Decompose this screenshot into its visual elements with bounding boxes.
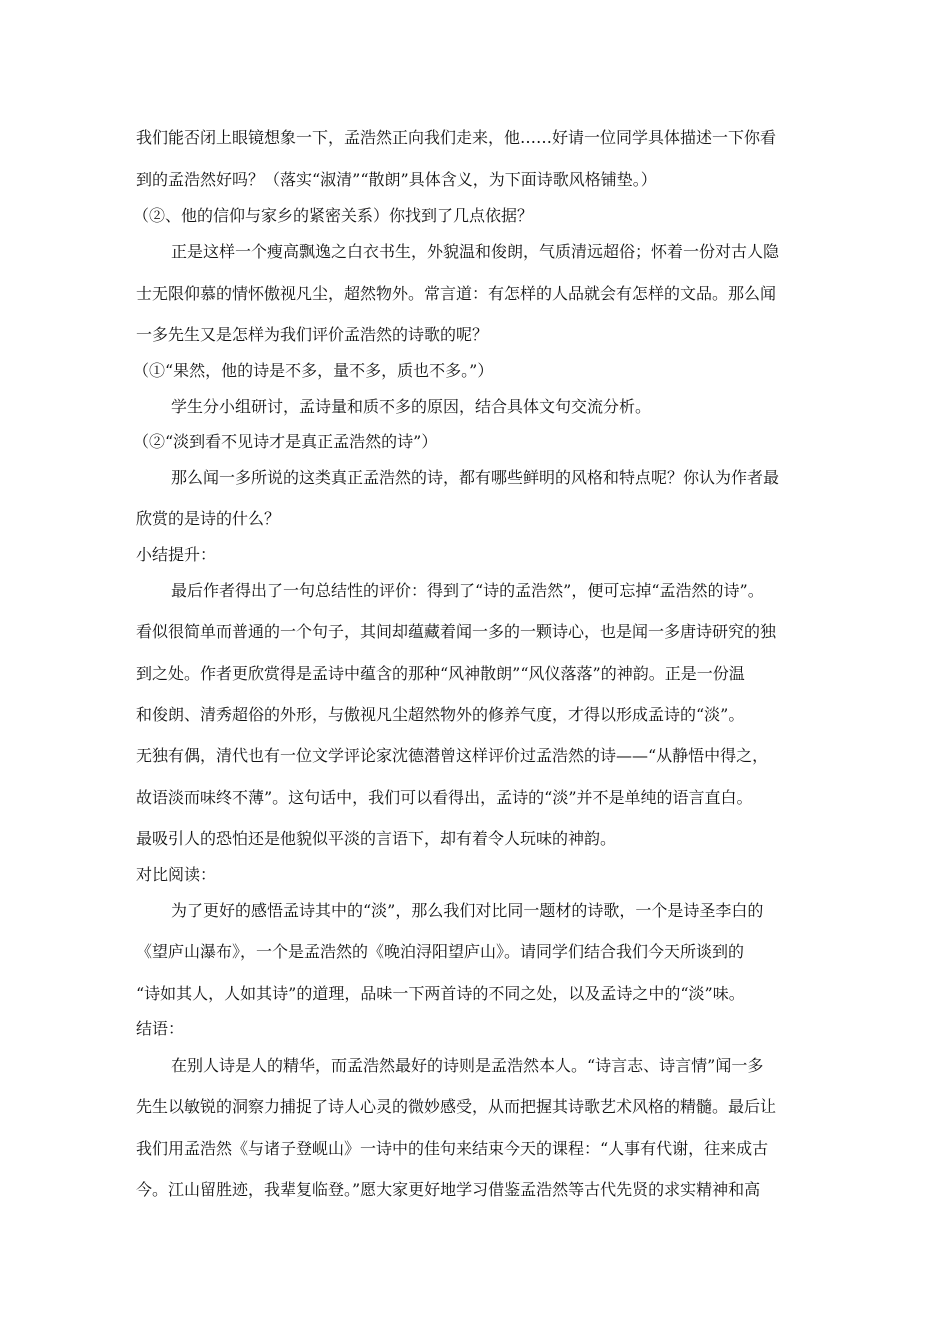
paragraph-line: 欣赏的是诗的什么？ (136, 509, 281, 528)
paragraph-line: （②“淡到看不见诗才是真正孟浩然的诗”） (133, 432, 438, 451)
section-heading: 结语： (136, 1019, 185, 1038)
paragraph-line: 今。江山留胜迹，我辈复临登。”愿大家更好地学习借鉴孟浩然等古代先贤的求实精神和高 (136, 1180, 761, 1199)
paragraph-line: （②、他的信仰与家乡的紧密关系）你找到了几点依据？ (133, 206, 534, 225)
paragraph-line: 先生以敏锐的洞察力捕捉了诗人心灵的微妙感受，从而把握其诗歌艺术风格的精髓。最后让 (136, 1097, 777, 1116)
paragraph-line: 和俊朗、清秀超俗的外形，与傲视凡尘超然物外的修养气度，才得以形成孟诗的“淡”。 (136, 705, 745, 724)
paragraph-line: 最后作者得出了一句总结性的评价：得到了“诗的孟浩然”，便可忘掉“孟浩然的诗”。 (171, 581, 764, 600)
paragraph-line: （①“果然，他的诗是不多，量不多，质也不多。”） (133, 361, 494, 380)
paragraph-line: 我们能否闭上眼镜想象一下，孟浩然正向我们走来，他……好请一位同学具体描述一下你看 (136, 128, 777, 147)
paragraph-line: 无独有偶，清代也有一位文学评论家沈德潜曾这样评价过孟浩然的诗——“从静悟中得之， (136, 746, 769, 765)
paragraph-line: 我们用孟浩然《与诸子登岘山》一诗中的佳句来结束今天的课程：“人事有代谢，往来成古 (136, 1139, 769, 1158)
paragraph-line: 学生分小组研讨，孟诗量和质不多的原因，结合具体文句交流分析。 (171, 397, 652, 416)
section-heading: 小结提升： (136, 545, 217, 564)
paragraph-line: “诗如其人，人如其诗”的道理，品味一下两首诗的不同之处，以及孟诗之中的“淡”味。 (136, 984, 745, 1003)
paragraph-line: 到的孟浩然好吗？（落实“淑清”“散朗”具体含义，为下面诗歌风格铺垫。） (136, 170, 657, 189)
paragraph-line: 故语淡而味终不薄”。这句话中，我们可以看得出，孟诗的“淡”并不是单纯的语言直白。 (136, 788, 753, 807)
paragraph-line: 为了更好的感悟孟诗其中的“淡”，那么我们对比同一题材的诗歌，一个是诗圣李白的 (171, 901, 764, 920)
paragraph-line: 看似很简单而普通的一个句子，其间却蕴藏着闻一多的一颗诗心，也是闻一多唐诗研究的独 (136, 622, 777, 641)
paragraph-line: 到之处。作者更欣赏得是孟诗中蕴含的那种“风神散朗”“风仪落落”的神韵。正是一份温 (136, 664, 745, 683)
paragraph-line: 正是这样一个瘦高飘逸之白衣书生，外貌温和俊朗，气质清远超俗；怀着一份对古人隐 (171, 242, 780, 261)
paragraph-line: 一多先生又是怎样为我们评价孟浩然的诗歌的呢？ (136, 325, 489, 344)
paragraph-line: 那么闻一多所说的这类真正孟浩然的诗，都有哪些鲜明的风格和特点呢？你认为作者最 (171, 468, 780, 487)
paragraph-line: 在别人诗是人的精华，而孟浩然最好的诗则是孟浩然本人。“诗言志、诗言情”闻一多 (171, 1056, 764, 1075)
paragraph-line: 士无限仰慕的情怀傲视凡尘，超然物外。常言道：有怎样的人品就会有怎样的文品。那么闻 (136, 284, 777, 303)
paragraph-line: 最吸引人的恐怕还是他貌似平淡的言语下，却有着令人玩味的神韵。 (136, 829, 617, 848)
paragraph-line: 《望庐山瀑布》，一个是孟浩然的《晚泊浔阳望庐山》。请同学们结合我们今天所谈到的 (136, 942, 745, 961)
section-heading: 对比阅读： (136, 865, 217, 884)
